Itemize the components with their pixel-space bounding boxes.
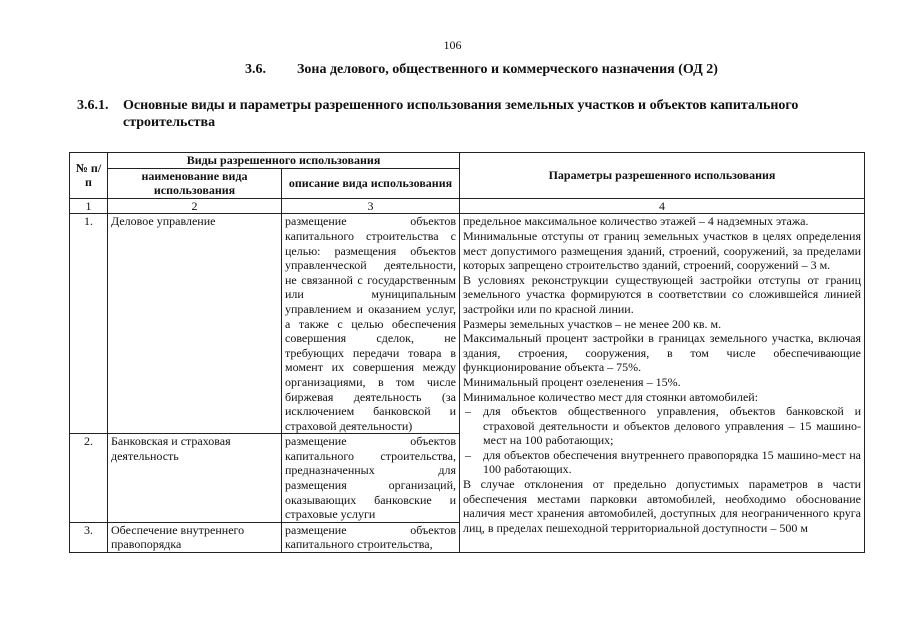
header-params: Параметры разрешенного использования (460, 153, 865, 199)
subsection-heading (77, 97, 867, 131)
param-parking-deviation: В случае отклонения от предельно допустимых параметров в части обеспечения местами парковки автомобилей, необходимо обоснование наличия мест хранения автомобилей, доступных для неограниченного круга лиц, в пределах пешеходной территориальной доступности – 500 м (463, 477, 861, 535)
row-number: 3. (70, 522, 108, 552)
row-number: 1. (70, 214, 108, 434)
section-title: Зона делового, общественного и коммерческого назначения (ОД 2) (297, 62, 718, 77)
section-number: 3.6. (245, 62, 266, 77)
col-number: 4 (460, 198, 865, 214)
row-name: Деловое управление (108, 214, 282, 434)
header-name: наименование вида использования (108, 168, 282, 198)
row-number: 2. (70, 434, 108, 523)
header-description: описание вида использования (282, 168, 460, 198)
param-building-coverage: Максимальный процент застройки в границах земельного участка, включая здания, строения, сооружения, в том числе обеспечивающие функционирование объекта – 75%. (463, 331, 861, 375)
parking-item-text: для объектов общественного управления, объектов банковской и страховой деятельности и объектов делового управления – 15 машино-мест на 100 работающих; (483, 404, 861, 448)
param-plot-size: Размеры земельных участков – не менее 200 кв. м. (463, 316, 722, 331)
header-num: № п/п (70, 153, 108, 199)
list-item (463, 404, 861, 448)
col-number: 2 (108, 198, 282, 214)
col-number: 1 (70, 198, 108, 214)
row-description: размещение объектов капитального строительства, (282, 522, 460, 552)
param-greenery: Минимальный процент озеленения – 15%. (463, 374, 681, 389)
subsection-title: Основные виды и параметры разрешенного использования земельных участков и объектов капитального строительства (123, 98, 799, 130)
row-name: Банковская и страховая деятельность (108, 434, 282, 523)
row-name: Обеспечение внутреннего правопорядка (108, 522, 282, 552)
parking-item-text: для объектов обеспечения внутреннего правопорядка 15 машино-мест на 100 работающих. (483, 447, 861, 477)
table-row (70, 214, 865, 434)
parking-list (463, 404, 861, 477)
list-item (463, 448, 861, 477)
param-floors: предельное максимальное количество этажей – 4 надземных этажа. (463, 214, 809, 229)
header-types-group: Виды разрешенного использования (108, 153, 460, 169)
row-description: размещение объектов капитального строительства, предназначенных для размещения организаций, оказывающих банковские и страховые услуги (282, 434, 460, 523)
subsection-number: 3.6.1. (77, 98, 109, 113)
param-parking-title: Минимальное количество мест для стоянки автомобилей: (463, 389, 759, 404)
section-heading (245, 62, 718, 78)
page-number: 106 (443, 38, 462, 52)
param-setbacks: Минимальные отступы от границ земельных участков в целях определения мест допустимого размещения зданий, строений, сооружений, за пределами которых запрещено строительство зданий, строений, сооружений – 3 м. (463, 228, 861, 273)
dash-marker: – (465, 447, 471, 462)
dash-marker: – (465, 404, 471, 419)
param-reconstruction: В условиях реконструкции существующей застройки отступы от границ земельного участка формируются в соответствии со сложившейся линией застройки или по красной линии. (463, 272, 861, 316)
row-description: размещение объектов капитального строительства с целью: размещения объектов управленческой деятельности, не связанной с государственным или муниципальным управлением и оказанием услуг, а также с целью обеспечения совершения сделок, не требующих передачи товара в момент их совершения между организациями, в том числе биржевая деятельность (за исключением банковской и страховой деятельности) (282, 214, 460, 434)
params-cell (460, 214, 865, 553)
col-number: 3 (282, 198, 460, 214)
land-use-table (69, 152, 865, 553)
